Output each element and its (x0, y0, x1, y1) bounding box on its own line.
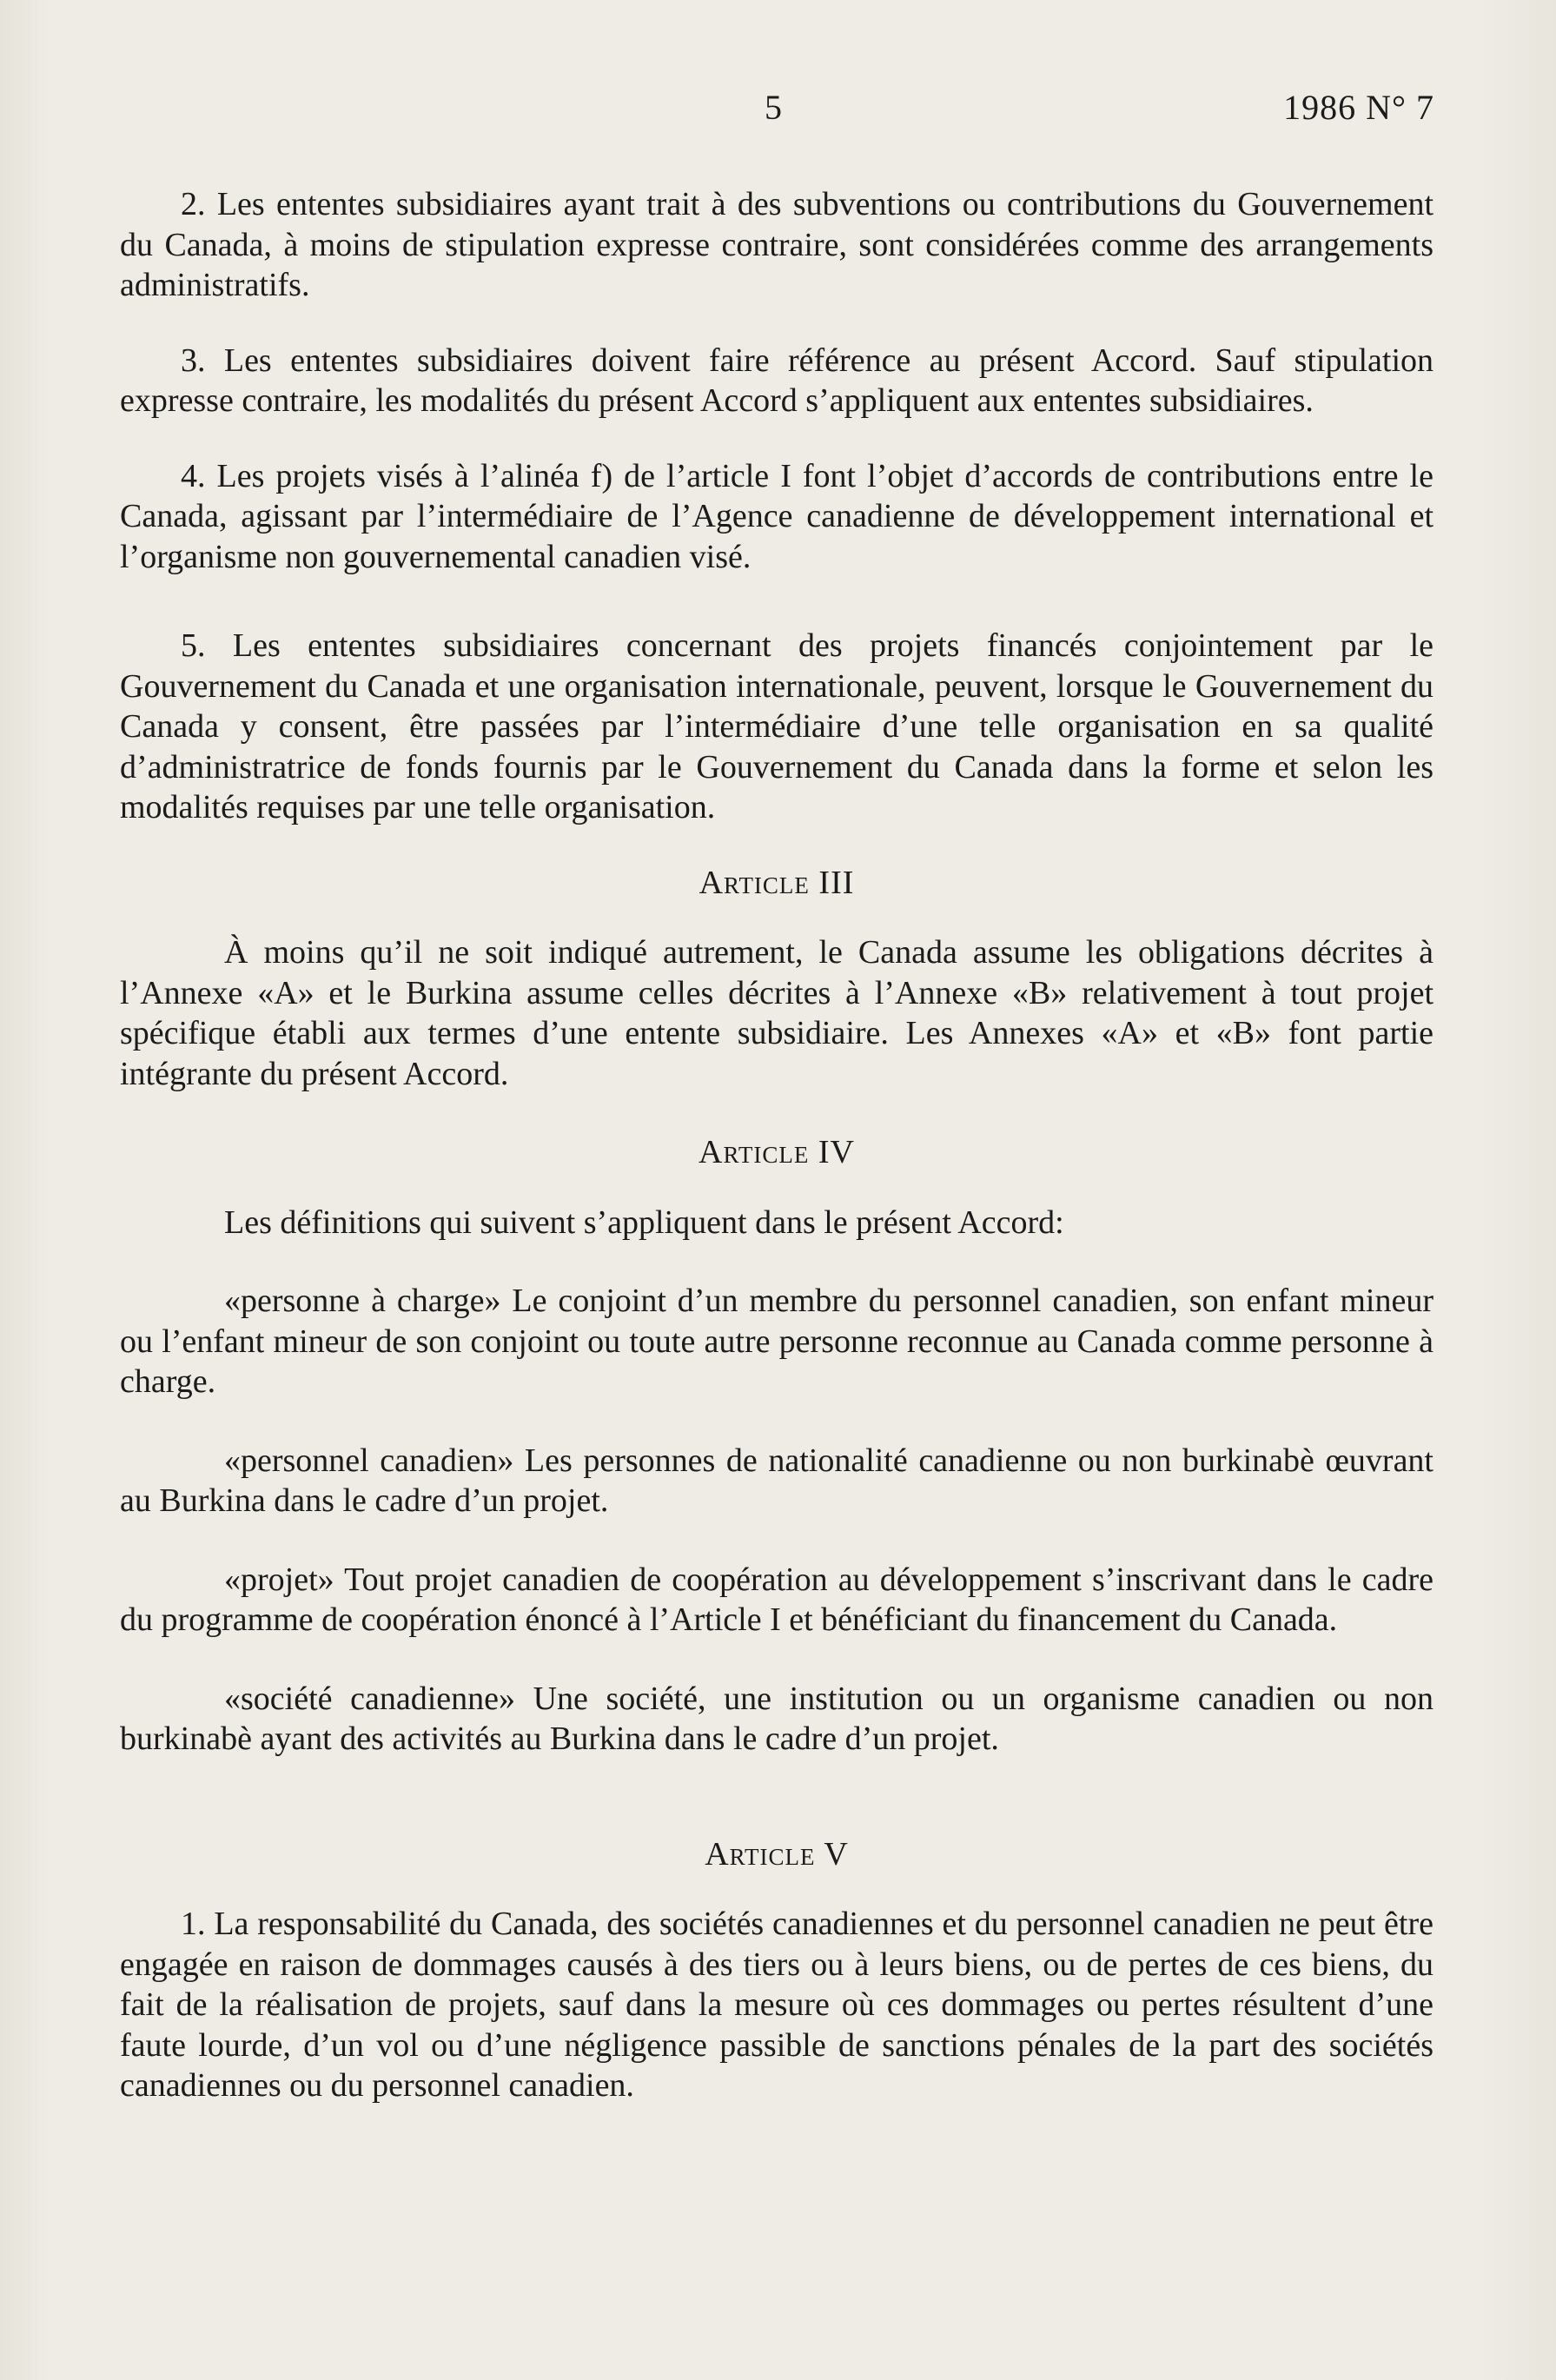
article-3-text: À moins qu’il ne soit indiqué autrement, le Canada assume les obligations décrites à l’Annexe «A» et le Burkina assume celles décrites à l’Annexe «B» relativement à tout projet spécifique établi aux termes d’une entente subsidiaire. Les Annexes «A» et «B» font partie intégrante du présent Accord. (120, 934, 1434, 1092)
article-4-heading: Article IV (699, 1134, 855, 1170)
paragraph-4: 4. Les projets visés à l’alinéa f) de l’article I font l’objet d’accords de contributions entre le Canada, agissant par l’intermédiaire de l’Agence canadienne de développement international et l’organisme non gouvernemental canadien visé. (120, 457, 1434, 575)
definition-projet: «projet» Tout projet canadien de coopération au développement s’inscrivant dans le cadre du programme de coopération énoncé à l’Article I et bénéficiant du financement du Canada. (120, 1561, 1434, 1638)
page-header (0, 87, 1556, 139)
document-body (120, 184, 1434, 2141)
page-number: 5 (765, 88, 782, 127)
definition-personnel-canadien: «personnel canadien» Les personnes de nationalité canadienne ou non burkinabè œuvrant au Burkina dans le cadre d’un projet. (120, 1442, 1434, 1519)
article-5-paragraph-1: 1. La responsabilité du Canada, des sociétés canadiennes et du personnel canadien ne peut être engagée en raison de dommages causés à des tiers ou à leurs biens, ou de pertes de ces biens, du fait de la réalisation de projets, sauf dans la mesure où ces dommages ou pertes résultent d’une faute lourde, d’un vol ou d’une négligence passible de sanctions pénales de la part des sociétés canadiennes ou du personnel canadien. (120, 1906, 1434, 2104)
paragraph-3: 3. Les ententes subsidiaires doivent faire référence au présent Accord. Sauf stipulation expresse contraire, les modalités du présent Accord s’appliquent aux ententes subsidiaires. (120, 341, 1434, 419)
article-3-heading: Article III (699, 864, 855, 901)
document-reference: 1986 N° 7 (1283, 88, 1434, 127)
article-5-heading: Article V (705, 1835, 849, 1873)
paragraph-2: 2. Les ententes subsidiaires ayant trait à des subventions ou contributions du Gouvernement du Canada, à moins de stipulation expresse contraire, sont considérées comme des arrangements administratifs. (120, 186, 1434, 303)
definition-societe-canadienne: «société canadienne» Une société, une institution ou un organisme canadien ou non burkinabè ayant des activités au Burkina dans le cadre d’un projet. (120, 1680, 1434, 1757)
article-4-intro: Les définitions qui suivent s’appliquent dans le présent Accord: (224, 1203, 1064, 1241)
definition-personne-a-charge: «personne à charge» Le conjoint d’un membre du personnel canadien, son enfant mineur ou l’enfant mineur de son conjoint ou toute autre personne reconnue au Canada comme personne à charge. (120, 1283, 1434, 1400)
paragraph-5: 5. Les ententes subsidiaires concernant des projets financés conjointement par le Gouvernement du Canada et une organisation internationale, peuvent, lorsque le Gouvernement du Canada y consent, être passées par l’intermédiaire d’une telle organisation en sa qualité d’administratrice de fonds fournis par le Gouvernement du Canada dans la forme et selon les modalités requises par une telle organisation. (120, 627, 1434, 825)
